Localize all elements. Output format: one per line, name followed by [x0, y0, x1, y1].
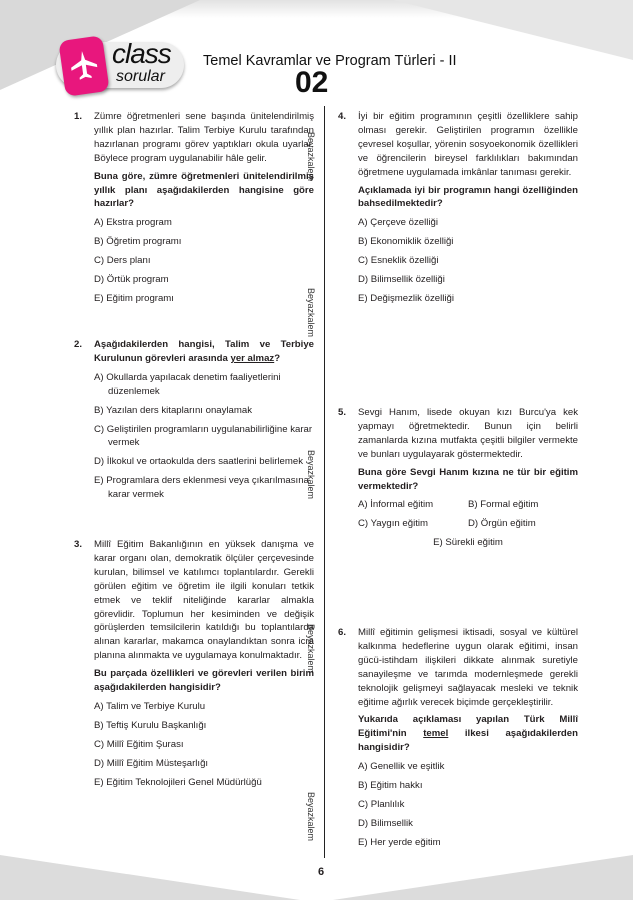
bottom-right-decoration — [333, 855, 633, 900]
question-number: 2. — [74, 339, 83, 350]
question-stem: Millî eğitimin gelişmesi iktisadi, sosyal ve kültürel kalkınma hedeflerine uygun olarak eğitimi, insan gücü-istihdam ilişkileri dikkate alınmak suretiyle sanayileşme ve tarımda modernleşmede gerekli teknolojik gelişmeyi sağlayacak mesleki ve teknik eğitime ağırlık verecek biçimde gerçekleştirilir. — [358, 627, 578, 708]
question-prompt — [358, 713, 578, 755]
option-c[interactable]: C) Esneklik özelliği — [358, 255, 439, 267]
watermark: Beyazkalem — [306, 792, 316, 842]
option-c[interactable]: C) Yaygın eğitim — [358, 518, 429, 530]
question-4 — [338, 110, 578, 306]
page-number: 6 — [318, 866, 325, 878]
bottom-left-decoration — [0, 855, 300, 900]
question-number: 3. — [74, 539, 83, 550]
prompt-text-end: ? — [274, 352, 281, 364]
option-b[interactable]: B) Yazılan ders kitaplarını onaylamak — [94, 404, 253, 416]
option-a[interactable]: A) Genellik ve eşitlik — [358, 761, 445, 773]
class-sorular-logo — [40, 38, 190, 100]
watermark: Beyazkalem — [306, 288, 316, 338]
airplane-icon — [58, 35, 109, 97]
option-d[interactable]: D) Bilimsellik özelliği — [358, 274, 445, 286]
prompt-text: Aşağıdakilerden hangisi, Talim ve Terbiye Kurulunun görevleri arasında — [94, 339, 314, 364]
option-e[interactable]: E) Eğitim programı — [94, 292, 174, 304]
option-d[interactable]: D) Örgün eğitim — [468, 518, 536, 530]
option-e[interactable]: E) Her yerde eğitim — [358, 836, 441, 848]
logo-class-text: class — [112, 38, 171, 69]
test-number: 02 — [295, 66, 329, 99]
option-c[interactable]: C) Ders planı — [94, 255, 151, 267]
option-e[interactable]: E) Programlara ders eklenmesi veya çıkarılmasına karar vermek — [94, 475, 309, 501]
column-divider — [324, 106, 325, 858]
question-number: 1. — [74, 111, 83, 122]
question-prompt: Bu parçada özellikleri ve görevleri verilen birim aşağıdakilerden hangisidir? — [94, 668, 314, 694]
option-d[interactable]: D) Örtük program — [94, 274, 169, 286]
question-3 — [74, 538, 314, 790]
option-e[interactable]: E) Eğitim Teknolojileri Genel Müdürlüğü — [94, 776, 262, 788]
question-stem: Millî Eğitim Bakanlığının en yüksek danışma ve karar organı olan, demokratik ölçüler çerçevesinde kurulan, bilimsel ve katılımcı toplantılardır. Gerekli görülen eğitim ve öğretim ile ilgili konuları tetkik etmek ve teklif niteliğinde kararlar almakla görevlidir. Toplumun her kesiminden ve değişik görüşlerden temsilcilerin katıldığı bu toplantılarda alınan kararlar, makamca onaylandıktan sonra icra planına alınmakta ve uygulamaya konulmaktadır. — [94, 539, 314, 662]
question-number: 6. — [338, 627, 347, 638]
prompt-text: Yukarıda açıklaması yapılan Türk Millî Eğitimi'nin — [358, 714, 578, 740]
top-right-decoration — [393, 0, 633, 60]
question-1 — [74, 110, 314, 306]
question-5 — [338, 406, 578, 550]
option-d[interactable]: D) İlkokul ve ortaokulda ders saatlerini belirlemek — [94, 456, 304, 468]
prompt-underlined: yer almaz — [230, 352, 275, 364]
option-d[interactable]: D) Millî Eğitim Müsteşarlığı — [94, 757, 209, 769]
options-grid — [358, 498, 578, 531]
option-b[interactable]: B) Eğitim hakkı — [358, 780, 423, 792]
question-2 — [74, 338, 314, 502]
question-prompt: Buna göre, zümre öğretmenleri ünitelendirilmiş yıllık planı aşağıdakilerden hangisine göre hazırlar? — [94, 170, 314, 210]
option-e[interactable]: E) Sürekli eğitim — [433, 537, 503, 549]
option-a[interactable]: A) Okullarda yapılacak denetim faaliyetlerini düzenlemek — [94, 371, 281, 397]
question-prompt: Buna göre Sevgi Hanım kızına ne tür bir eğitim vermektedir? — [358, 466, 578, 492]
question-number: 5. — [338, 407, 347, 418]
option-a[interactable]: A) İnformal eğitim — [358, 499, 434, 511]
logo-sorular-text: sorular — [116, 68, 165, 85]
question-stem: İyi bir eğitim programının çeşitli özelliklere sahip olması gerekir. Geliştirilen programın özellikle çevresel koşullar, yörenin sosyoekonomik özellikleri ve öğrencilerin bireysel farklılıkları bakımından öğretmene uygulamada imkânlar tanıması gerekir. — [358, 111, 578, 178]
watermark: Beyazkalem — [306, 624, 316, 674]
question-prompt — [94, 338, 314, 366]
option-b[interactable]: B) Ekonomiklik özelliği — [358, 236, 454, 248]
question-prompt: Açıklamada iyi bir programın hangi özelliğinden bahsedilmektedir? — [358, 184, 578, 210]
option-d[interactable]: D) Bilimsellik — [358, 817, 413, 829]
watermark: Beyazkalem — [306, 132, 316, 182]
question-6 — [338, 626, 578, 850]
page-title: Temel Kavramlar ve Program Türleri - II — [203, 53, 457, 69]
option-b[interactable]: B) Teftiş Kurulu Başkanlığı — [94, 719, 207, 731]
option-c[interactable]: C) Geliştirilen programların uygulanabilirliğine karar vermek — [94, 423, 313, 449]
prompt-underlined: temel — [423, 728, 449, 740]
question-stem: Sevgi Hanım, lisede okuyan kızı Burcu'ya kek yapmayı öğretmektedir. Bunun için belirli zamanlarda kızına mutfakta çeşitli bilgiler vermekte ve bunları uygulayarak göstermektedir. — [358, 407, 578, 460]
watermark: Beyazkalem — [306, 450, 316, 500]
option-b[interactable]: B) Öğretim programı — [94, 236, 182, 248]
option-e[interactable]: E) Değişmezlik özelliği — [358, 292, 454, 304]
option-c[interactable]: C) Planlılık — [358, 798, 405, 810]
option-c[interactable]: C) Millî Eğitim Şurası — [94, 738, 184, 750]
prompt-text-end: ilkesi aşağıdakilerden hangisidir? — [358, 728, 578, 754]
option-a[interactable]: A) Talim ve Terbiye Kurulu — [94, 700, 206, 712]
option-b[interactable]: B) Formal eğitim — [468, 499, 539, 511]
question-stem: Zümre öğretmenleri sene başında ünitelendirilmiş yıllık plan hazırlar. Talim Terbiye Kurulu tarafından hazırlanan programı görev yaptıkları okula uyarlar. Böylece program uygulanabilir hâle gelir. — [94, 111, 314, 164]
option-a[interactable]: A) Çerçeve özelliği — [358, 217, 438, 229]
question-number: 4. — [338, 111, 347, 122]
option-a[interactable]: A) Ekstra program — [94, 217, 172, 229]
